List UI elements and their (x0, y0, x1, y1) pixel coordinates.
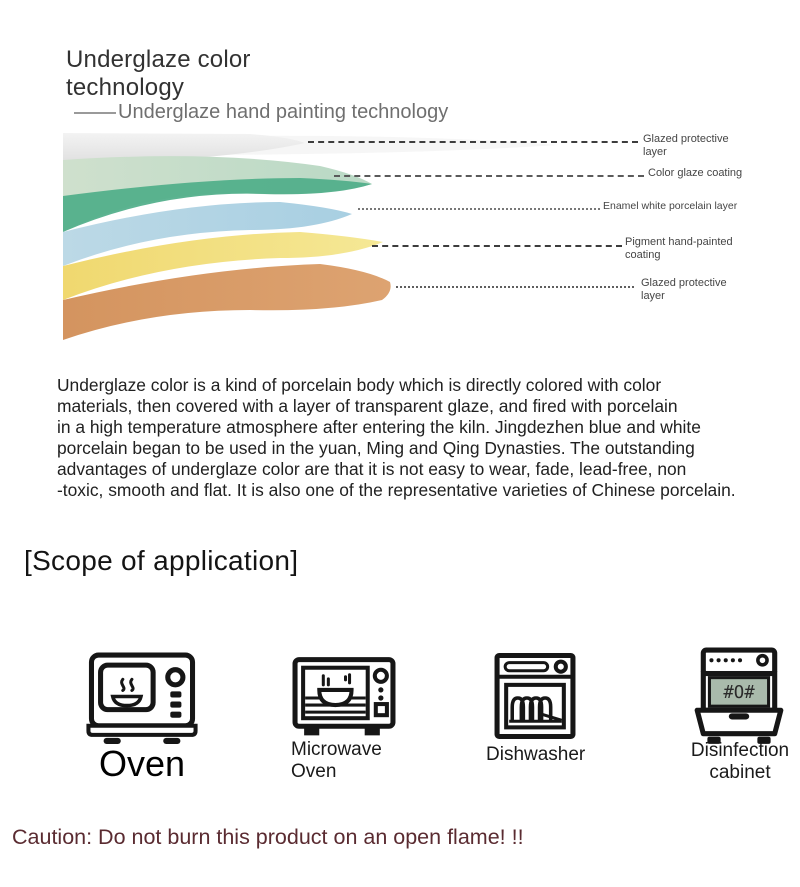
layer-label-glaze-bottom: Glazed protective layer (641, 277, 727, 302)
disinfection-cabinet-icon (692, 646, 786, 753)
page-subtitle-row (74, 101, 448, 124)
description-line: in a high temperature atmosphere after entering the kiln. Jingdezhen blue and white (57, 416, 701, 437)
layer-label-enamel: Enamel white porcelain layer (603, 200, 738, 212)
description-line: Underglaze color is a kind of porcelain body which is directly colored with color (57, 375, 662, 395)
description-paragraph (57, 375, 800, 500)
subtitle-dash (74, 112, 116, 114)
dishwasher-label: Dishwasher (486, 744, 586, 765)
microwave-oven-icon (291, 652, 397, 747)
leader-line-pigment (372, 245, 622, 247)
leader-line-glaze-bottom (396, 286, 634, 288)
oven-label: Oven (98, 743, 186, 784)
description-line: materials, then covered with a layer of transparent glaze, and fired with porcelain (57, 395, 678, 416)
description-line: porcelain began to be used in the yuan, Ming and Qing Dynasties. The outstanding (57, 437, 695, 458)
page-title: Underglaze color technology (66, 46, 251, 101)
dishwasher-icon (492, 650, 578, 747)
description-line: advantages of underglaze color are that it is not easy to wear, fade, lead-free, non (57, 458, 687, 479)
description-line: -toxic, smooth and flat. It is also one of the representative varieties of Chinese porcelain. (57, 479, 736, 500)
caution-text: Caution: Do not burn this product on an open flame! !! (12, 825, 524, 849)
leader-line-enamel (358, 208, 600, 210)
oven-icon (86, 650, 198, 751)
porcelain-layers-diagram (0, 130, 660, 370)
scope-of-application-heading: [Scope of application] (24, 545, 299, 576)
leader-line-glaze-top (308, 141, 638, 143)
microwave-oven-label: Microwave Oven (291, 739, 382, 782)
disinfection-cabinet-label: Disinfection cabinet (690, 740, 790, 783)
leader-line-color-glaze (334, 175, 644, 177)
layer-label-pigment: Pigment hand-painted coating (625, 236, 733, 261)
disinfection-window-text: #O# (723, 683, 755, 704)
layer-label-glaze-top: Glazed protective layer (643, 133, 729, 158)
page-subtitle: Underglaze hand painting technology (118, 101, 449, 123)
layer-label-color-glaze: Color glaze coating (648, 167, 743, 179)
